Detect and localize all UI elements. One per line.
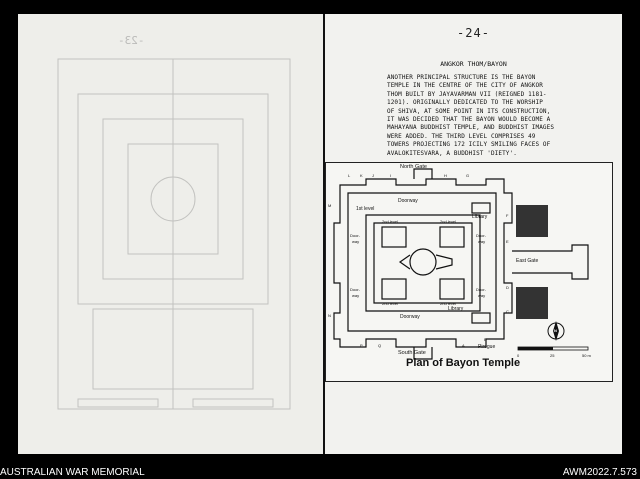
ghost-page-number: -23- [118,34,145,47]
second-level-label-2: 2nd level [440,219,457,224]
letter-l: L [348,173,351,178]
doorway-top-label: Doorway [398,198,418,204]
first-level-label: 1st level [356,206,375,212]
letter-n: N [328,313,331,318]
east-gate-label: East Gate [516,258,539,264]
doorway-left-lower-label-2: way [352,293,360,298]
page-number: -24- [457,26,490,40]
letter-f: F [506,213,509,218]
south-gate-label: South Gate [398,350,426,356]
letter-e: E [506,239,509,244]
letter-i: I [390,173,392,178]
book-spread [18,14,622,454]
north-gate-label: North Gate [400,164,427,170]
bayon-plan-figure [325,162,613,382]
letter-q: Q [378,343,382,348]
second-level-label-4: 2nd level [440,301,457,306]
doorway-left-upper-label: Door- [350,233,361,238]
second-level-label-3: 2nd level [382,301,399,306]
letter-p: P [360,343,363,348]
letter-h: H [444,173,447,178]
scale-label-25: 25 [550,353,555,358]
letter-d: D [506,285,509,290]
library-top-label: Library [472,214,488,220]
doorway-bottom-label: Doorway [400,314,420,320]
letter-j: J [372,173,374,178]
plan-title: Plan of Bayon Temple [406,357,521,369]
left-page [18,14,323,454]
scale-label-0: 0 [517,353,520,358]
letter-a: A [462,343,465,348]
letter-g: G [466,173,470,178]
temple-plan-drawing [326,163,612,381]
pirogue-label: Pirogue [478,344,496,350]
doorway-right-upper-label: Door- [476,233,487,238]
doorway-left-upper-label-2: way [352,239,360,244]
library-bottom-label: Library [448,306,464,312]
letter-b: B [484,337,487,342]
letter-k: K [360,173,363,178]
scale-label-50: 50 m [582,353,591,358]
north-arrow-letter: N [554,328,557,333]
show-through-plan-image [18,14,323,454]
footer-accession-number: AWM2022.7.573 [562,467,637,478]
letter-c: C [506,309,509,314]
footer-institution: AUSTRALIAN WAR MEMORIAL [0,467,145,478]
doorway-right-upper-label-2: way [478,239,486,244]
letter-m: M [328,203,332,208]
section-heading: ANGKOR THOM/BAYON [440,60,507,68]
body-text: ANOTHER PRINCIPAL STRUCTURE IS THE BAYON TEMPLE IN THE CENTRE OF THE CITY OF ANGKOR THOM BUILT BY JAYAVARMAN VII (REIGNED 1181- 1201). ORIGINALLY DEDICATED TO THE WORSHIP OF SHIVA, AT SOME POINT IN ITS CONSTRUCTION, IT WAS DECIDED THAT THE BAYON WOULD BECOME A MAHAYANA BUDDHIST TEMPLE, AND BUDDHIST IMAGES WERE ADDED. THE THIRD LEVEL COMPRISES 49 TOWERS PROJECTING 172 ICILY SMILING FACES OF AVALOKITESVARA, A BUDDHIST 'DIETY'. [387,74,555,157]
second-level-label-1: 2nd level [382,219,399,224]
doorway-left-lower-label: Door- [350,287,361,292]
doorway-right-lower-label-2: way [478,293,486,298]
doorway-right-lower-label: Door- [476,287,487,292]
right-page [325,14,622,454]
